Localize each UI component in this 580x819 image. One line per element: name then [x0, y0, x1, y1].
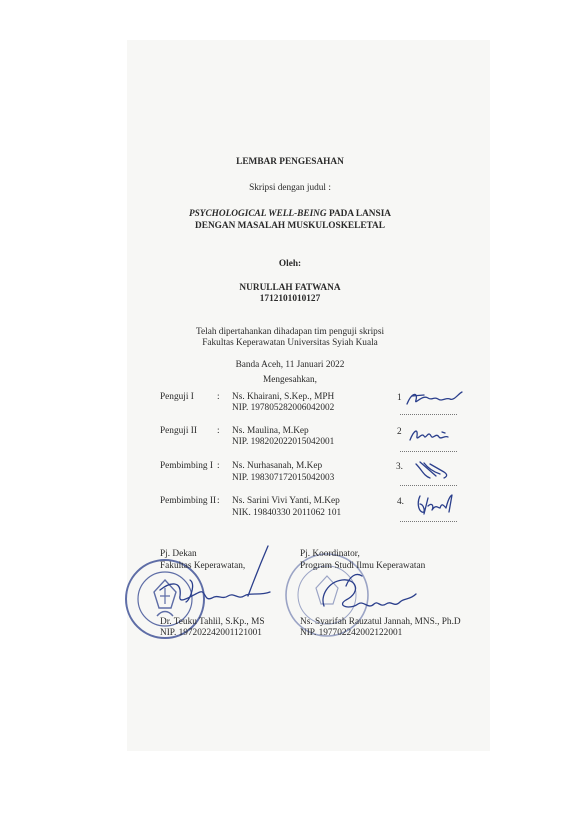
signature-number: 4. [397, 497, 404, 507]
examiner-id: NIP. 197805282006042002 [232, 403, 335, 413]
signature-line [400, 451, 457, 452]
signatory-title: Program Studi Ilmu Keperawatan [300, 561, 426, 571]
signatory-title: Pj. Dekan [160, 549, 197, 559]
examiner-name: Ns. Khairani, S.Kep., MPH [232, 392, 335, 402]
signatory-title: Pj. Koordinator, [300, 549, 360, 559]
examiner-separator: : [217, 496, 220, 506]
examiner-id: NIP. 198202022015042001 [232, 437, 335, 447]
approval-label: Mengesahkan, [263, 375, 317, 385]
defended-line2: Fakultas Keperawatan Universitas Syiah Kuala [202, 338, 378, 348]
signature-3 [414, 460, 454, 482]
signature-line [400, 485, 457, 486]
signature-line [400, 414, 457, 415]
signatory-id: NIP. 197202242001121001 [160, 628, 262, 638]
examiner-separator: : [217, 392, 220, 402]
defended-line1: Telah dipertahankan dihadapan tim penguji skripsi [195, 327, 385, 337]
examiner-role: Penguji I [160, 392, 194, 402]
examiner-id: NIK. 19840330 2011062 101 [232, 508, 342, 518]
examiner-role: Penguji II [160, 426, 197, 436]
author-id: 1712101010127 [259, 294, 321, 304]
thesis-title-line1 [0, 209, 580, 220]
signatory-name: Ns. Syarifah Rauzatul Jannah, MNS., Ph.D [300, 617, 461, 627]
examiner-separator: : [217, 426, 220, 436]
examiner-name: Ns. Maulina, M.Kep [232, 426, 309, 436]
signature-coordinator [316, 566, 426, 620]
thesis-title-italic: PSYCHOLOGICAL WELL-BEING [188, 209, 327, 219]
examiner-separator: : [217, 461, 220, 471]
signatory-id: NIP. 197702242002122001 [300, 628, 403, 638]
intro-text: Skripsi dengan judul : [249, 183, 331, 193]
signature-4 [414, 492, 458, 516]
author-name: NURULLAH FATWANA [239, 283, 341, 293]
by-label: Oleh: [278, 259, 302, 269]
signatory-title: Fakultas Keperawatan, [160, 561, 246, 571]
signatory-name: Dr. Teuku Tahlil, S.Kp., MS [160, 617, 265, 627]
examiner-name: Ns. Nurhasanah, M.Kep [232, 461, 323, 471]
signature-line [400, 521, 457, 522]
document-heading: LEMBAR PENGESAHAN [236, 157, 344, 167]
thesis-title-line2: DENGAN MASALAH MUSKULOSKELETAL [195, 221, 385, 231]
signature-number: 3. [396, 462, 403, 472]
thesis-title-rest: PADA LANSIA [326, 209, 392, 219]
place-date: Banda Aceh, 11 Januari 2022 [235, 360, 345, 370]
signature-1 [404, 390, 464, 410]
examiner-name: Ns. Sarini Vivi Yanti, M.Kep [232, 496, 340, 506]
examiner-role: Pembimbing I [160, 461, 213, 471]
signature-number: 1 [397, 393, 402, 403]
signature-2 [408, 426, 458, 446]
examiner-id: NIP. 198307172015042003 [232, 473, 335, 483]
signature-dean [150, 540, 280, 615]
signature-number: 2 [397, 427, 402, 437]
examiner-role: Pembimbing II [160, 496, 217, 506]
